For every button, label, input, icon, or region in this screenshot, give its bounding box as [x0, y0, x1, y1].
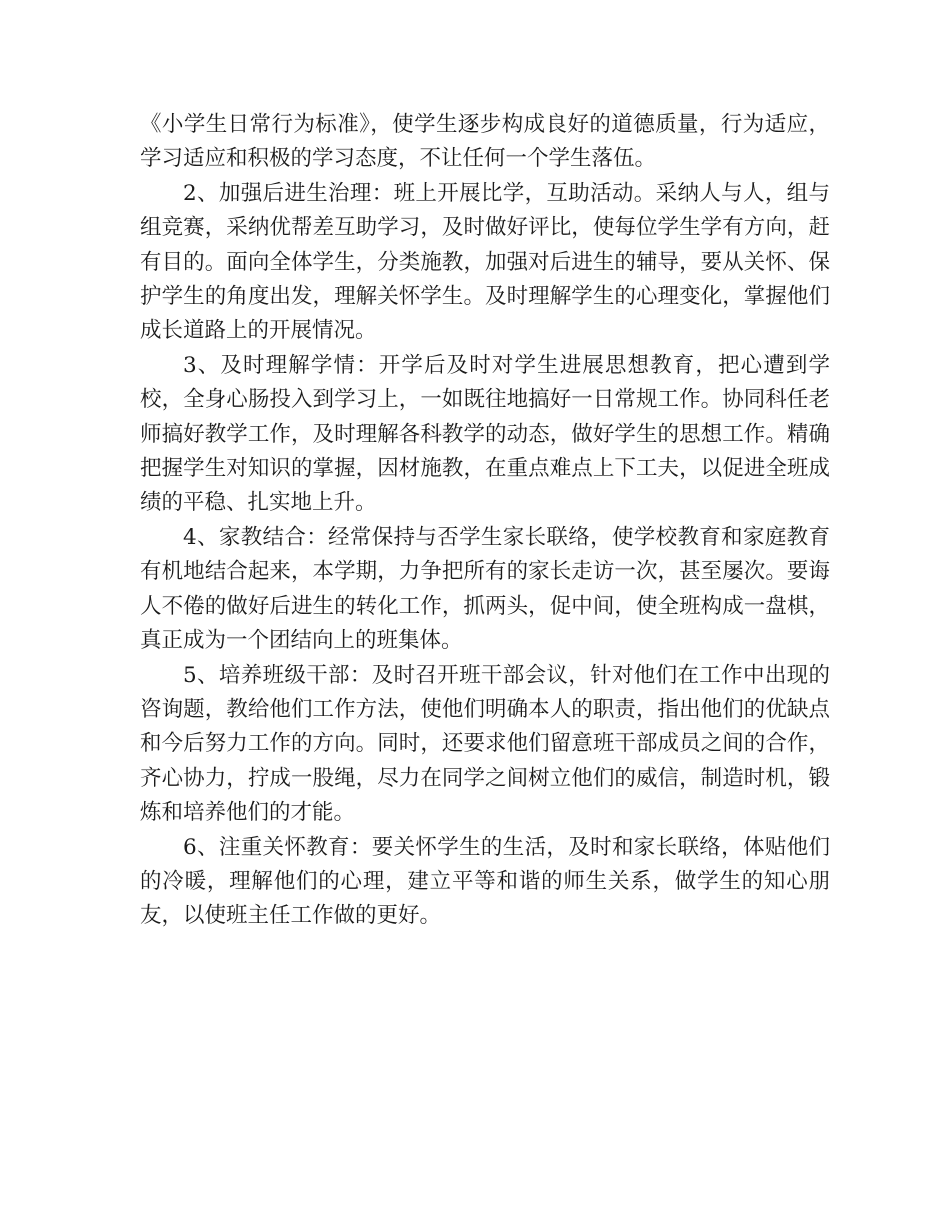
paragraph-item-2: 2、加强后进生治理：班上开展比学，互助活动。采纳人与人，组与组竞赛，采纳优帮差互助学习，及时做好评比，使每位学生学有方向，赶有目的。面向全体学生，分类施教，加强对后进生的辅导，要从关怀、保护学生的角度出发，理解关怀学生。及时理解学生的心理变化，掌握他们成长道路上的开展情况。: [140, 180, 830, 344]
paragraph-item-4: 4、家教结合：经常保持与否学生家长联络，使学校教育和家庭教育有机地结合起来，本学期，力争把所有的家长走访一次，甚至屡次。要诲人不倦的做好后进生的转化工作，抓两头，促中间，使全班构成一盘棋，真正成为一个团结向上的班集体。: [140, 524, 830, 654]
paragraph-item-5: 5、培养班级干部：及时召开班干部会议，针对他们在工作中出现的咨询题，教给他们工作方法，使他们明确本人的职责，指出他们的优缺点和今后努力工作的方向。同时，还要求他们留意班干部成员之间的合作，齐心协力，拧成一股绳，尽力在同学之间树立他们的威信，制造时机，锻炼和培养他们的才能。: [140, 662, 830, 826]
paragraph-continuation: 《小学生日常行为标准》，使学生逐步构成良好的道德质量，行为适应，学习适应和积极的学习态度，不让任何一个学生落伍。: [140, 112, 830, 172]
paragraph-item-3: 3、及时理解学情：开学后及时对学生进展思想教育，把心遭到学校，全身心肠投入到学习上，一如既往地搞好一日常规工作。协同科任老师搞好教学工作，及时理解各科教学的动态，做好学生的思想工作。精确把握学生对知识的掌握，因材施教，在重点难点上下工夫，以促进全班成绩的平稳、扎实地上升。: [140, 352, 830, 516]
paragraph-item-6: 6、注重关怀教育：要关怀学生的生活，及时和家长联络，体贴他们的冷暖，理解他们的心理，建立平等和谐的师生关系，做学生的知心朋友，以使班主任工作做的更好。: [140, 834, 830, 929]
document-body: [140, 108, 830, 934]
